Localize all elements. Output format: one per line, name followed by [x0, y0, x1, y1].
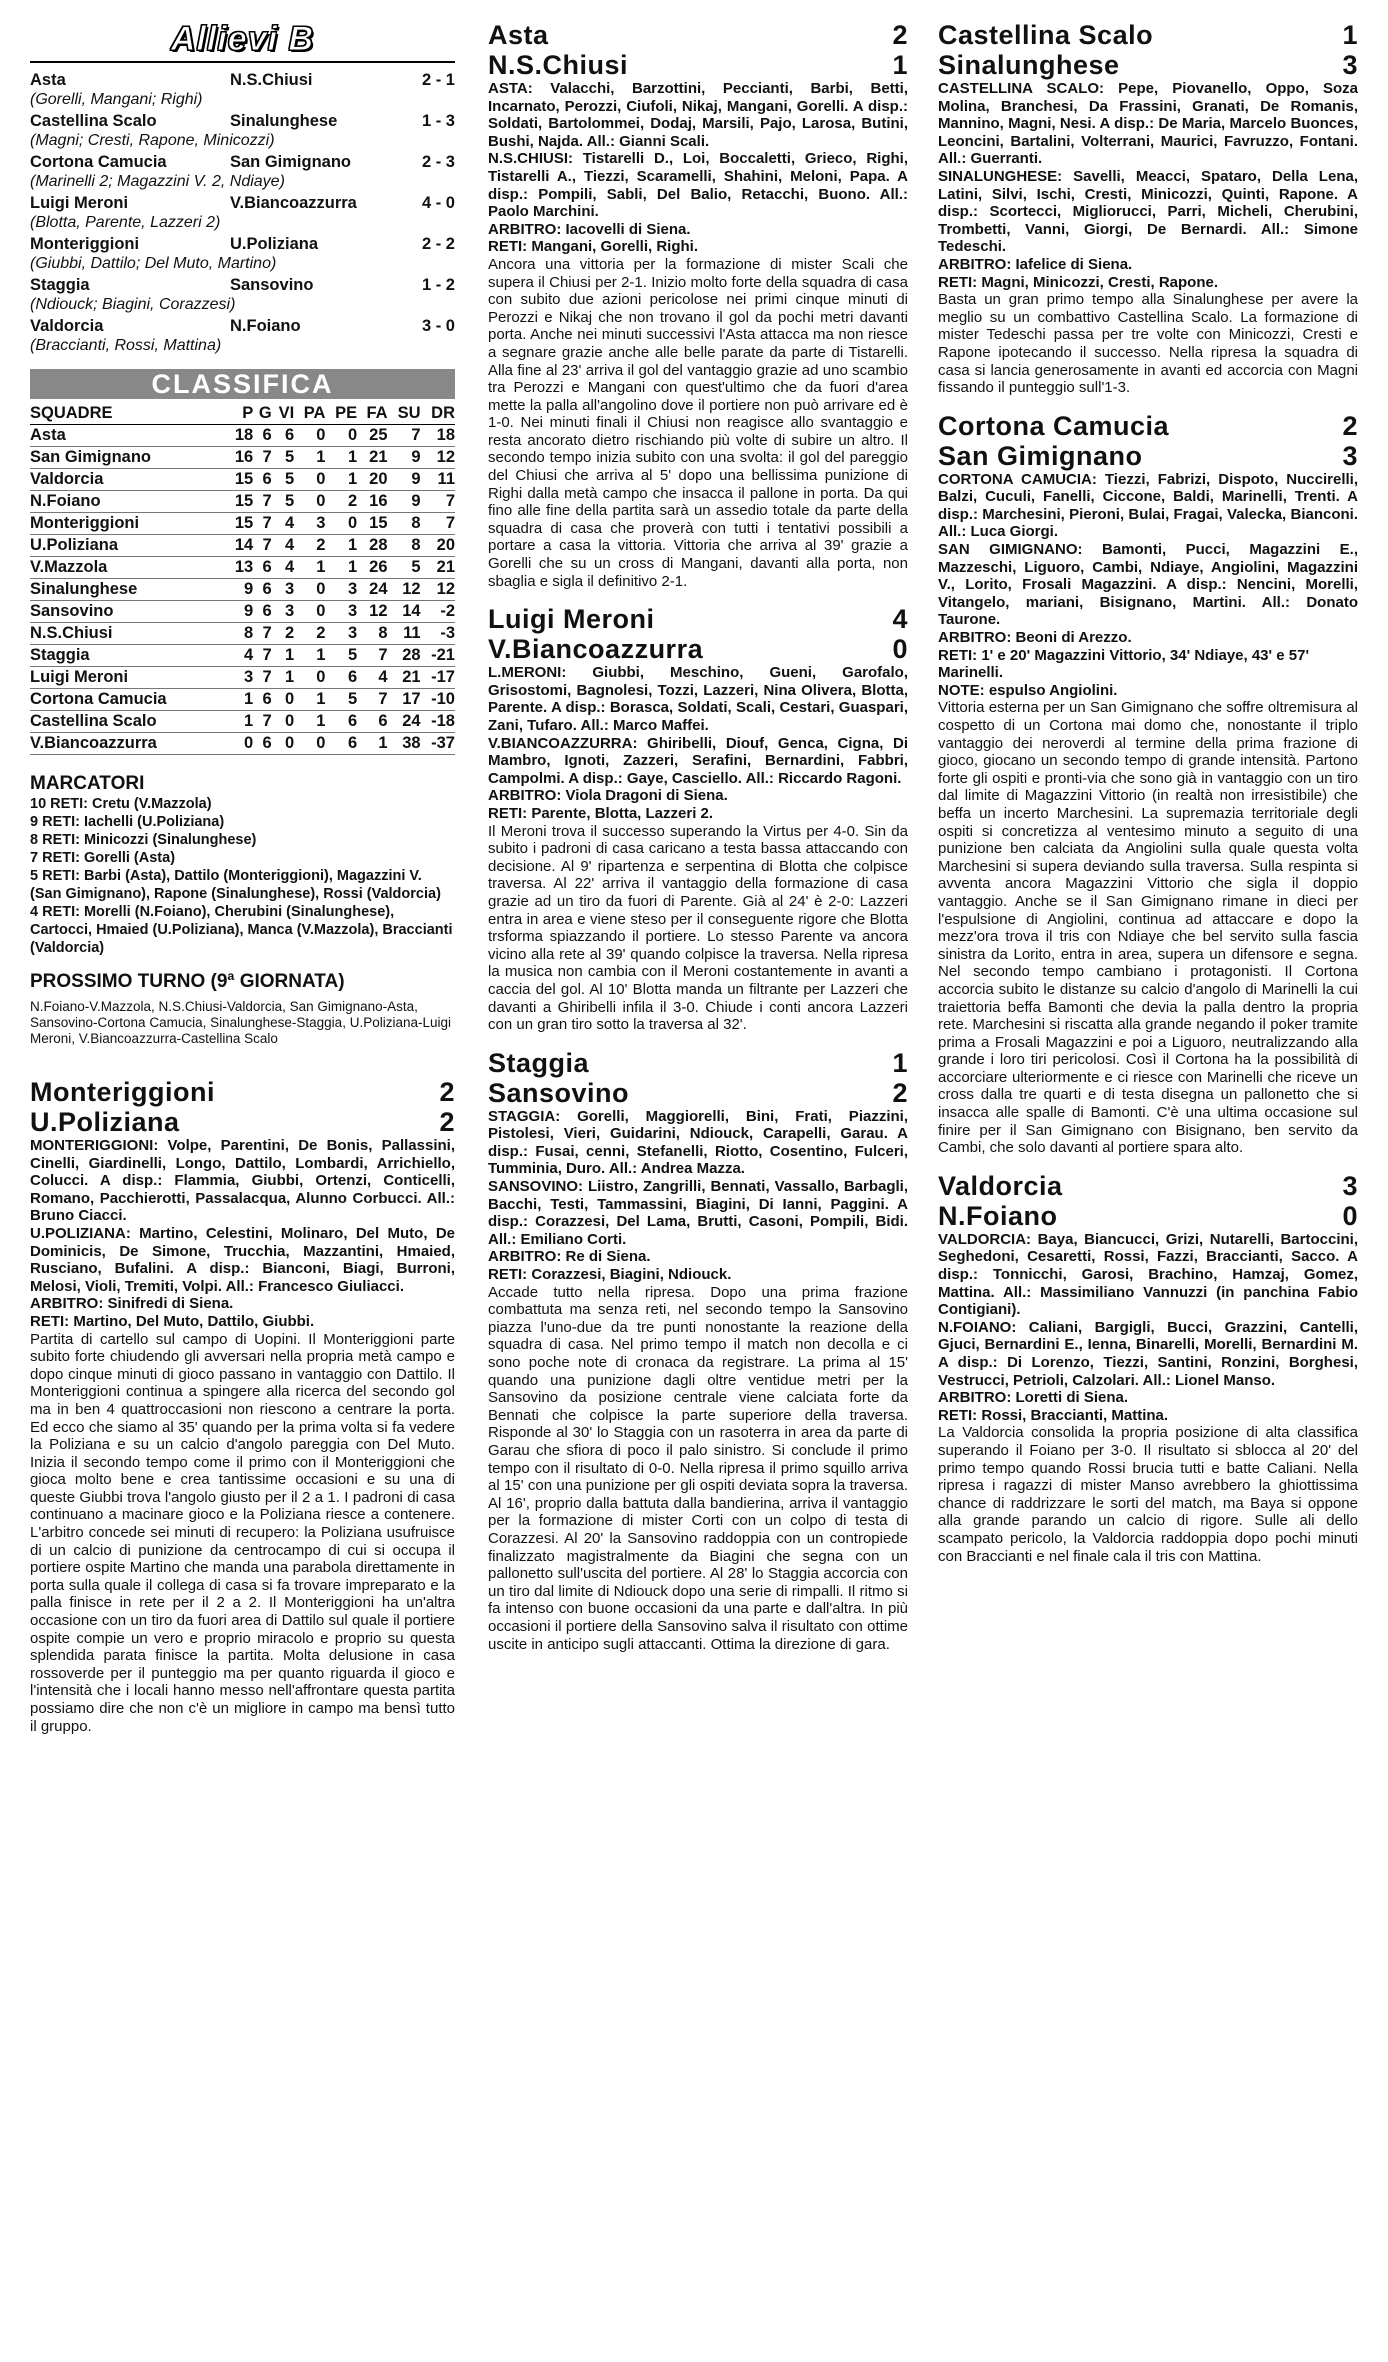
table-cell: 6	[253, 689, 272, 711]
away-lineup: N.S.CHIUSI: Tistarelli D., Loi, Boccaletti, Grieco, Righi, Tistarelli A., Tiezzi, Scaramelli, Shahini, Meloni, Papa. A disp.: Pompili, Sabli, Del Balio, Retacchi, Buono. All.: Paolo Marchini.	[488, 150, 908, 221]
table-cell: 13	[227, 557, 253, 579]
table-cell: 4	[272, 535, 294, 557]
away-team: N.S.Chiusi	[488, 50, 629, 80]
table-row	[30, 667, 455, 689]
match-away-line	[488, 634, 908, 664]
home-lineup: STAGGIA: Gorelli, Maggiorelli, Bini, Frati, Piazzini, Pistolesi, Vieri, Guidarini, Ndiouck, Carapelli, Garau. A disp.: Fusai, cenni, Stefanelli, Riotto, Cosentino, Fulceri, Tumminia, Duro. All.: Andrea Mazza.	[488, 1107, 908, 1178]
match-home-line	[30, 1077, 455, 1107]
referee: ARBITRO: Viola Dragoni di Siena.	[488, 787, 728, 805]
home-team: Staggia	[30, 276, 90, 294]
score: 2 - 3	[421, 153, 455, 171]
table-row	[30, 623, 455, 645]
match-text: Vittoria esterna per un San Gimignano che soffre oltremisura al cospetto di un Cortona mai domo che, nonostante il triplo vantaggio dei neroverdi al termine della prima frazione di gioco, giocano un secondo tempo di grande intensità. Partono forte gli ospiti e pronti-via che sono già in vantaggio con un tiro dal limite di Magazzini Vittorio (in realtà non irresistibile) che beffa un incerto Marchesini. La supremazia territoriale degli ospiti si concretizza al ventesimo minuto a seguito di una punizione ben calciata da Angiolini sulla quale questa volta Marchesini si supera deviando sulla traversa. Sulla respinta si avventa ancora Magazzini Vittorio che sigla il doppio vantaggio. Anche se il San Gimignano rimane in dieci per l'espulsione di Angiolini, continua ad attaccare e dopo la mezz'ora trova il tris con Ndiaye che bel servito sulla fascia sinistra da Lorito, entra in area, supera un difensore e segna. Nel secondo tempo cambiano i protagonisti. Il Cortona accorcia subito le distanze su calcio d'angolo di Marinelli la cui traiettoria beffa Bamonti che devia la palla dentro la propria rete. Marchesini si riscatta alla grande negando il poker tramite prima a Frosali Magazzini e poi a Liguoro, neutralizzando alla grande i loro tiri pericolosi. Così il Cortona ha la possibilità di accorciare ulteriormente e ci riesce con Marinelli che riceve un cross dalla tre quarti e di testa disegna un pallonetto che si insacca alle spalle di Bamonti. C'è una ultima occasione sul finire per il San Gimignano con Bisignano, ben servito da Cambi, che solo davanti al portiere spara alto.	[938, 699, 1358, 1157]
table-cell: 3	[325, 579, 357, 601]
table-cell: 4	[272, 513, 294, 535]
table-cell: -10	[421, 689, 455, 711]
away-score: 2	[892, 1077, 908, 1108]
table-cell: 1	[294, 711, 325, 733]
home-team: Castellina Scalo	[938, 20, 1154, 50]
column-1	[30, 20, 455, 1749]
home-team: Luigi Meroni	[488, 604, 655, 635]
table-row	[30, 733, 455, 755]
table-cell: 4	[227, 645, 253, 667]
table-cell: 20	[421, 535, 455, 557]
table-cell: 28	[357, 535, 387, 557]
home-team: Staggia	[488, 1047, 590, 1078]
result-row	[30, 71, 455, 90]
table-cell: 3	[325, 623, 357, 645]
table-cell: 24	[357, 579, 387, 601]
match-block	[488, 604, 908, 1033]
table-cell: 12	[357, 601, 387, 623]
table-cell: 0	[325, 425, 357, 447]
match-away-line	[938, 1201, 1358, 1231]
match-block	[938, 20, 1358, 397]
table-header-cell: G	[253, 403, 272, 425]
home-lineup: MONTERIGGIONI: Volpe, Parentini, De Bonis, Pallassini, Cinelli, Giardinelli, Longo, Dattilo, Lombardi, Arrichiello, Colucci. A disp.: Flammia, Giubbi, Ortenzi, Conticelli, Romano, Pacchierotti, Passalacqua, Alunno Corbucci. All.: Bruno Ciacci.	[30, 1137, 455, 1225]
table-cell: 0	[227, 733, 253, 755]
table-cell: 1	[294, 447, 325, 469]
table-cell: 6	[253, 469, 272, 491]
table-cell: 0	[272, 733, 294, 755]
table-cell: 1	[325, 469, 357, 491]
table-row	[30, 469, 455, 491]
table-cell: 7	[388, 425, 421, 447]
result-row	[30, 276, 455, 295]
table-cell: 7	[253, 711, 272, 733]
table-cell: 7	[357, 689, 387, 711]
match-text: Accade tutto nella ripresa. Dopo una prima frazione combattuta ma senza reti, nel secondo tempo la Sansovino piazza l'uno-due da tre punti nonostante la reazione della squadra di casa. Nel primo tempo il match non decolla e ci sono poche note di cronaca da registrare. La prima al 15' quando una punizione dagli oltre ventidue metri per la Sansovino da posizione centrale viene calciata forte da Bennati che colpisce la parte superiore della traversa. Risponde al 30' lo Staggia con un rasoterra in area da parte di Garau che sfiora di poco il palo sinistro. Si conclude il primo tempo con il risultato di 0-0. Nella ripresa il primo squillo arriva al 15' con una punizione per gli ospiti deviata sopra la traversa. Al 16', proprio dalla battuta dalla bandierina, arriva il vantaggio per la formazione di mister Corti con un colpo di testa di Corazzesi. Al 20' la Sansovino raddoppia con un contropiede finalizzato magistralmente da Biagini che segna con un pallonetto sull'uscita del portiere. Al 28' lo Staggia accorcia con un tiro dal limite di Ndiouck dopo una serie di rimpalli. Il ritmo si fa intenso con buone occasioni da una parte e dall'altra. In più occasioni il portiere della Sansovino salva il risultato con ottime uscite in anticipo sugli attaccanti. Ottima la direzione di gara.	[488, 1283, 908, 1653]
away-team: U.Poliziana	[30, 1107, 180, 1137]
referee: ARBITRO: Sinifredi di Siena.	[30, 1295, 234, 1313]
table-cell: 1	[325, 447, 357, 469]
table-cell: Castellina Scalo	[30, 711, 227, 733]
table-cell: 15	[227, 513, 253, 535]
table-cell: 12	[421, 579, 455, 601]
table-header-cell: VI	[272, 403, 294, 425]
score: 3 - 0	[421, 317, 455, 335]
away-score: 3	[1342, 440, 1358, 471]
scorer-line: 10 RETI: Cretu (V.Mazzola)	[30, 796, 212, 812]
standings-table	[30, 403, 455, 755]
table-cell: 6	[253, 579, 272, 601]
table-header-cell: PE	[325, 403, 357, 425]
table-cell: 0	[294, 667, 325, 689]
notes: NOTE: espulso Angiolini.	[938, 681, 1118, 699]
home-lineup: CORTONA CAMUCIA: Tiezzi, Fabrizi, Dispoto, Nuccirelli, Balzi, Cuculi, Fanelli, Ciccone, Baldi, Marinelli, Trenti. A disp.: Marchesini, Pieroni, Bulai, Fragai, Valecka, Bianconi. All.: Luca Giorgi.	[938, 470, 1358, 541]
table-header-row	[30, 403, 455, 425]
home-lineup: VALDORCIA: Baya, Biancucci, Grizi, Nutarelli, Bartoccini, Seghedoni, Cesaretti, Rossi, Fazzi, Braccianti, Sacco. A disp.: Tonnicchi, Garosi, Brachino, Hamzaj, Gomez, Mattina. All.: Massimiliano Vannuzzi (in panchina Fabio Contigiani).	[938, 1230, 1358, 1319]
table-cell: 21	[357, 447, 387, 469]
table-cell: Asta	[30, 425, 227, 447]
table-cell: 7	[253, 645, 272, 667]
table-cell: 1	[294, 557, 325, 579]
next-round-title: PROSSIMO TURNO (9ª GIORNATA)	[30, 971, 345, 992]
score: 2 - 1	[421, 71, 455, 89]
home-team: Asta	[488, 20, 549, 50]
table-cell: Monteriggioni	[30, 513, 227, 535]
match-block	[938, 1171, 1358, 1565]
home-score: 4	[892, 604, 908, 635]
results-list	[30, 71, 455, 355]
away-team: Sansovino	[488, 1077, 630, 1108]
match-report	[30, 1077, 455, 1735]
table-cell: 38	[388, 733, 421, 755]
table-cell: 5	[272, 491, 294, 513]
table-cell: 20	[357, 469, 387, 491]
scorer-line: 9 RETI: Iachelli (U.Poliziana)	[30, 814, 225, 830]
goals: RETI: Mangani, Gorelli, Righi.	[488, 238, 699, 256]
table-cell: 5	[325, 645, 357, 667]
table-row	[30, 601, 455, 623]
table-cell: 15	[357, 513, 387, 535]
table-cell: 4	[357, 667, 387, 689]
table-cell: Luigi Meroni	[30, 667, 227, 689]
column-2	[488, 20, 908, 1667]
marcatori-title: MARCATORI	[30, 773, 145, 794]
match-text: Ancora una vittoria per la formazione di mister Scali che supera il Chiusi per 2-1. Inizio molto forte della squadra di casa con subito due azioni pericolose nei primi cinque minuti di Perozzi e Nikaj che non trovano il gol da pochi metri davanti porta. Anche nei minuti successivi l'Asta attacca ma non riesce a segnare grazie anche alle belle parate da parte di Tistarelli. Alla fine al 23' arriva il gol del vantaggio grazie ad uno scambio tra Perozzi e Mangani con quest'ultimo che da fuori d'area mette la palla all'angolino dove il portiere non può arrivare ed è 1-0. Nei minuti finali il Chiusi non reagisce allo svantaggio e resta ancorato dietro rischiando più volte di subire un altro. Il secondo tempo inizia subito con una svolta: il gol del pareggio del Chiusi che arriva al 5' dopo una bellissima punizione di Righi dalla metà campo che insacca il pallone in porta. Da qui fino alle fine della partita sarà un assedio totale da parte della squadra di casa che proverà con tutti i tentativi possibili a portare a casa la vittoria. Vittoria che arriva al 39' grazie a Gorelli che su un cross di Mangani, davanti alla porta, non sbaglia e sigla il definitivo 2-1.	[488, 255, 908, 590]
table-header-cell: DR	[421, 403, 455, 425]
referee: ARBITRO: Iafelice di Siena.	[938, 255, 1133, 273]
match-block	[488, 1048, 908, 1653]
table-cell: 18	[421, 425, 455, 447]
match-away-line	[938, 50, 1358, 80]
away-team: N.S.Chiusi	[230, 71, 313, 89]
table-cell: -21	[421, 645, 455, 667]
table-cell: 3	[272, 579, 294, 601]
scorer-line: 5 RETI: Barbi (Asta), Dattilo (Monteriggioni), Magazzini V. (San Gimignano), Rapone (Sinalunghese), Rossi (Valdorcia)	[30, 868, 441, 902]
table-cell: 11	[388, 623, 421, 645]
table-cell: Valdorcia	[30, 469, 227, 491]
table-cell: 17	[388, 689, 421, 711]
score: 1 - 3	[421, 112, 455, 130]
table-row	[30, 557, 455, 579]
away-score: 0	[892, 634, 908, 665]
scorers: (Ndiouck; Biagini, Corazzesi)	[30, 296, 236, 313]
home-score: 2	[892, 20, 908, 50]
home-team: Monteriggioni	[30, 1077, 215, 1107]
referee: ARBITRO: Beoni di Arezzo.	[938, 629, 1132, 647]
away-score: 3	[1342, 50, 1358, 80]
match-home-line	[938, 1171, 1358, 1201]
table-cell: 8	[357, 623, 387, 645]
table-cell: 28	[388, 645, 421, 667]
section-title: Allievi B	[170, 20, 315, 58]
scorer-line: 8 RETI: Minicozzi (Sinalunghese)	[30, 832, 257, 848]
home-team: Luigi Meroni	[30, 194, 129, 212]
scorer-line: 7 RETI: Gorelli (Asta)	[30, 850, 176, 866]
away-team: U.Poliziana	[230, 235, 319, 253]
away-team: San Gimignano	[938, 440, 1143, 471]
goals: RETI: Parente, Blotta, Lazzeri 2.	[488, 804, 714, 822]
home-team: Asta	[30, 71, 66, 89]
home-team: Valdorcia	[30, 317, 104, 335]
table-header-cell: P	[227, 403, 253, 425]
table-cell: -37	[421, 733, 455, 755]
goals: RETI: Magni, Minicozzi, Cresti, Rapone.	[938, 273, 1219, 291]
table-header-cell: SU	[388, 403, 421, 425]
match-text: La Valdorcia consolida la propria posizione di alta classifica superando il Foiano per 3-0. Il risultato si sblocca al 20' del primo tempo quando Rossi brucia tutti e batte Caliani. Nella ripresa i ragazzi di mister Manso avrebbero la ghiottissima chance di raddrizzare le sorti del match, ma Baya si oppone alla grande parando un calcio di rigore. Sulle ali dello scampato pericolo, la Valdorcia raddoppia dopo pochi minuti con Braccianti e nel finale cala il tris con Mattina.	[938, 1424, 1358, 1565]
home-score: 1	[1342, 20, 1358, 50]
result-row	[30, 153, 455, 172]
table-cell: 7	[421, 491, 455, 513]
result-row	[30, 235, 455, 254]
table-cell: 5	[325, 689, 357, 711]
result-row	[30, 317, 455, 336]
table-cell: 7	[421, 513, 455, 535]
score: 4 - 0	[421, 194, 455, 212]
match-text: Il Meroni trova il successo superando la Virtus per 4-0. Sin da subito i padroni di casa caricano a testa bassa attaccando con decisione. Al 9' ripartenza e serpentina di Blotta che colpisce traversa. Al 22' arriva il vantaggio della formazione di casa grazie ad un tiro da fuori di Parente. Già al 24' è 2-0: Lazzeri entra in area e viene steso per il conseguente rigore che Blotta trsforma spiazzando il portiere. Lo stesso Parente va ancora vicino alla rete al 39' quando colpisce la traversa. Nella ripresa la musica non cambia con il Meroni costantemente in avanti a caccia del gol. Al 10' Blotta manda un filtrante per Lazzeri che davanti a Ghiribelli infila il 3-0. Chiude i conti ancora Lazzeri con un gran tiro sotto la traversa al 32'.	[488, 822, 908, 1034]
table-cell: 9	[388, 447, 421, 469]
away-lineup: V.BIANCOAZZURRA: Ghiribelli, Diouf, Genca, Cigna, Di Mambro, Ignoti, Zazzeri, Serafini, Bernardini, Fabbri, Campolmi. A disp.: Gaye, Casciello. All.: Riccardo Ragoni.	[488, 734, 908, 787]
table-cell: 5	[272, 447, 294, 469]
table-cell: 0	[294, 733, 325, 755]
table-row	[30, 579, 455, 601]
table-cell: 6	[253, 601, 272, 623]
table-cell: 1	[294, 689, 325, 711]
away-team: N.Foiano	[938, 1200, 1058, 1231]
scorers: (Braccianti, Rossi, Mattina)	[30, 337, 222, 354]
match-block	[30, 1077, 455, 1735]
table-cell: San Gimignano	[30, 447, 227, 469]
away-team: V.Biancoazzurra	[488, 634, 704, 665]
table-cell: 11	[421, 469, 455, 491]
table-cell: N.Foiano	[30, 491, 227, 513]
table-cell: V.Mazzola	[30, 557, 227, 579]
home-score: 3	[1342, 1170, 1358, 1201]
table-cell: 1	[272, 645, 294, 667]
table-cell: 0	[325, 513, 357, 535]
away-lineup: SANSOVINO: Liistro, Zangrilli, Bennati, Vassallo, Barbagli, Bacchi, Testi, Tammassini, Biagini, Di Ianni, Paggini. A disp.: Corazzesi, Del Lama, Brutti, Casoni, Pompili, Bidi. All.: Emiliano Corti.	[488, 1178, 908, 1248]
table-cell: Sansovino	[30, 601, 227, 623]
table-cell: 8	[388, 513, 421, 535]
match-away-line	[488, 50, 908, 80]
table-cell: 9	[227, 579, 253, 601]
match-away-line	[938, 441, 1358, 471]
table-cell: 24	[388, 711, 421, 733]
table-cell: 7	[253, 623, 272, 645]
match-home-line	[488, 1048, 908, 1078]
result-row	[30, 194, 455, 213]
match-home-line	[938, 411, 1358, 441]
home-team: Castellina Scalo	[30, 112, 157, 130]
away-lineup: SAN GIMIGNANO: Bamonti, Pucci, Magazzini E., Mazzeschi, Liguoro, Cambi, Ndiaye, Angiolini, Magazzini V., Lorito, Frosali Magazzini. A disp.: Nencini, Morelli, Vitangelo, mariani, Bisignano, Martini. All.: Donato Taurone.	[938, 541, 1358, 629]
referee: ARBITRO: Iacovelli di Siena.	[488, 220, 691, 238]
scorers: (Magni; Cresti, Rapone, Minicozzi)	[30, 132, 275, 149]
table-cell: 12	[388, 579, 421, 601]
table-cell: 6	[325, 667, 357, 689]
home-team: Cortona Camucia	[938, 410, 1170, 441]
section-header	[30, 20, 455, 63]
table-cell: -2	[421, 601, 455, 623]
table-cell: 1	[227, 711, 253, 733]
table-cell: 9	[388, 469, 421, 491]
table-row	[30, 689, 455, 711]
away-score: 1	[892, 50, 908, 80]
table-cell: 3	[294, 513, 325, 535]
table-cell: Staggia	[30, 645, 227, 667]
table-cell: 16	[227, 447, 253, 469]
table-cell: 12	[421, 447, 455, 469]
scorers: (Gorelli, Mangani; Righi)	[30, 91, 203, 108]
table-cell: 7	[357, 645, 387, 667]
scorer-line: 4 RETI: Morelli (N.Foiano), Cherubini (Sinalunghese), Cartocci, Hmaied (U.Poliziana), Manca (V.Mazzola), Braccianti (Valdorcia)	[30, 904, 453, 956]
table-cell: 2	[272, 623, 294, 645]
next-round-fixtures: N.Foiano-V.Mazzola, N.S.Chiusi-Valdorcia, San Gimignano-Asta, Sansovino-Cortona Camucia, Sinalunghese-Staggia, U.Poliziana-Luigi Meroni, V.Biancoazzurra-Castellina Scalo	[30, 999, 451, 1046]
match-away-line	[30, 1107, 455, 1137]
table-cell: 6	[253, 557, 272, 579]
table-cell: 0	[294, 579, 325, 601]
away-score: 0	[1342, 1200, 1358, 1231]
table-cell: 21	[421, 557, 455, 579]
score: 2 - 2	[421, 235, 455, 253]
home-lineup: ASTA: Valacchi, Barzottini, Peccianti, Barbi, Betti, Incarnato, Perozzi, Ciufoli, Nikaj, Mangani, Gorelli. A disp.: Soldati, Bartolommei, Dodaj, Marsili, Pajo, Larosa, Butini, Bushi, Najda. All.: Gianni Scali.	[488, 80, 908, 150]
match-home-line	[488, 604, 908, 634]
match-home-line	[938, 20, 1358, 50]
match-block	[938, 411, 1358, 1157]
table-cell: 7	[253, 667, 272, 689]
table-cell: 0	[294, 469, 325, 491]
table-cell: 26	[357, 557, 387, 579]
table-cell: 6	[325, 711, 357, 733]
match-away-line	[488, 1078, 908, 1108]
goals: RETI: Rossi, Braccianti, Mattina.	[938, 1406, 1169, 1424]
table-cell: 1	[325, 535, 357, 557]
home-score: 2	[1342, 410, 1358, 441]
table-row	[30, 513, 455, 535]
table-cell: N.S.Chiusi	[30, 623, 227, 645]
table-cell: 4	[272, 557, 294, 579]
table-row	[30, 491, 455, 513]
table-cell: 3	[272, 601, 294, 623]
table-cell: 8	[388, 535, 421, 557]
home-team: Valdorcia	[938, 1170, 1063, 1201]
table-cell: 7	[253, 491, 272, 513]
table-cell: 15	[227, 469, 253, 491]
away-lineup: N.FOIANO: Caliani, Bargigli, Bucci, Grazzini, Cantelli, Gjuci, Bernardini E., Ienna, Binarelli, Morelli, Bernardini M. A disp.: Di Lorenzo, Tiezzi, Santini, Ronzini, Borghesi, Vestrucci, Petrioli, Calzolari. All.: Lionel Manso.	[938, 1318, 1358, 1389]
table-cell: 8	[227, 623, 253, 645]
table-cell: 1	[325, 557, 357, 579]
table-cell: 1	[357, 733, 387, 755]
table-cell: 7	[253, 513, 272, 535]
referee: ARBITRO: Re di Siena.	[488, 1248, 651, 1266]
goals: RETI: Corazzesi, Biagini, Ndiouck.	[488, 1266, 732, 1284]
table-cell: 2	[294, 535, 325, 557]
table-cell: 1	[272, 667, 294, 689]
table-row	[30, 711, 455, 733]
match-text: Partita di cartello sul campo di Uopini. Il Monteriggioni parte subito forte chiudendo gli avversari nella propria metà campo e dopo cinque minuti di gioco passano in vantaggio con Dattilo. Il Monteriggioni continua a spingere alla ricerca del secondo gol ma in ben 4 quattroccasioni non riescono a centrare la porta. Ed ecco che siamo al 35' quando per la prima volta si fa vedere la Poliziana e su un calcio d'angolo pareggia con Del Muto. Inizia il secondo tempo come il primo con il Monteriggioni che gioca molto bene e crea tantissime occasioni e su una di queste Giubbi trova l'angolo giusto per il 2 a 1. I padroni di casa continuano a macinare gioco e la Poliziana riesce a contenere. L'arbitro concede sei minuti di recupero: la Poliziana usufruisce di un calcio di punizione da centrocampo di cui si occupa il portiere ospite Martino che manda una parabola direttamente in porta sulla quale il collega di casa si fa trovare impreparato e la palla finisce in rete per il 2 a 2. Il Monteriggioni ha un'altra occasione con un tiro da fuori area di Dattilo sul quale il portiere ospite compie un vero e proprio miracolo e proprio su questa splendida parata finisce la partita. Molta delusione in casa rossoverde per il punteggio ma per quanto riguarda il gioco e l'intensità che i locali hanno messo nell'affrontare questa partita possiamo dire che non c'è un migliore in campo ma bensì tutto il gruppo.	[30, 1330, 455, 1735]
score: 1 - 2	[421, 276, 455, 294]
column-3	[938, 20, 1358, 1579]
home-lineup: L.MERONI: Giubbi, Meschino, Gueni, Garofalo, Grisostomi, Bagnolesi, Tozzi, Lazzeri, Nina Olivera, Blotta, Parente. A disp.: Borasca, Soldati, Scali, Cestari, Guaspari, Zani, Tufaro. All.: Marco Maffei.	[488, 664, 908, 734]
table-row	[30, 645, 455, 667]
table-cell: 6	[357, 711, 387, 733]
table-header-cell: SQUADRE	[30, 403, 227, 425]
table-cell: 14	[227, 535, 253, 557]
table-cell: 9	[227, 601, 253, 623]
table-cell: 0	[294, 491, 325, 513]
table-cell: 6	[272, 425, 294, 447]
home-score: 2	[439, 1077, 455, 1107]
away-score: 2	[439, 1107, 455, 1137]
match-text: Basta un gran primo tempo alla Sinalunghese per avere la meglio su un combattivo Castellina Scalo. La formazione di mister Tedeschi passa per tre volte con Minicozzi, Cresti e Rapone ipotecando il successo. Nella ripresa la squadra di casa si lancia generosamente in avanti ed accorcia con Magni fissando il punteggio sull'1-3.	[938, 291, 1358, 397]
table-cell: 0	[294, 425, 325, 447]
table-cell: 0	[294, 601, 325, 623]
table-cell: 1	[227, 689, 253, 711]
table-cell: 9	[388, 491, 421, 513]
table-cell: 1	[294, 645, 325, 667]
table-cell: 25	[357, 425, 387, 447]
table-cell: 2	[325, 491, 357, 513]
table-cell: Sinalunghese	[30, 579, 227, 601]
table-header-cell: FA	[357, 403, 387, 425]
goals: RETI: Martino, Del Muto, Dattilo, Giubbi.	[30, 1312, 315, 1330]
away-lineup: SINALUNGHESE: Savelli, Meacci, Spataro, Della Lena, Latini, Silvi, Ischi, Cresti, Minicozzi, Quinti, Rapone. A disp.: Scortecci, Migliorucci, Parri, Micheli, Cherubini, Trombetti, Vanni, Giorgi, De Bernardi. All.: Simone Tedeschi.	[938, 167, 1358, 256]
table-cell: 0	[272, 689, 294, 711]
scorers-list	[30, 795, 455, 957]
away-team: Sansovino	[230, 276, 314, 294]
table-cell: -18	[421, 711, 455, 733]
table-cell: 6	[253, 425, 272, 447]
away-lineup: U.POLIZIANA: Martino, Celestini, Molinaro, Del Muto, De Dominicis, De Simone, Trucchia, Mazzantini, Hmaied, Rusciano, Bufalini. A disp.: Bianconi, Biagi, Burroni, Melosi, Violi, Tremiti, Volpi. All.: Francesco Giuliacci.	[30, 1224, 455, 1295]
table-header-cell: PA	[294, 403, 325, 425]
table-row	[30, 425, 455, 447]
table-cell: 5	[388, 557, 421, 579]
table-cell: V.Biancoazzurra	[30, 733, 227, 755]
scorers: (Marinelli 2; Magazzini V. 2, Ndiaye)	[30, 173, 285, 190]
table-cell: -17	[421, 667, 455, 689]
away-team: N.Foiano	[230, 317, 301, 335]
table-cell: 6	[325, 733, 357, 755]
classifica-title: CLASSIFICA	[30, 369, 455, 399]
home-lineup: CASTELLINA SCALO: Pepe, Piovanello, Oppo, Soza Molina, Branchesi, Da Frassini, Granati, De Romanis, Mannino, Magni, Nesi. A disp.: De Maria, Marcelo Buonces, Leoncini, Bartalini, Volterrani, Maurici, Favruzzo, Fontani. All.: Guerranti.	[938, 80, 1358, 168]
table-cell: -3	[421, 623, 455, 645]
goals: RETI: 1' e 20' Magazzini Vittorio, 34' Ndiaye, 43' e 57' Marinelli.	[938, 646, 1310, 682]
table-cell: 3	[227, 667, 253, 689]
table-cell: 7	[253, 535, 272, 557]
away-team: Sinalunghese	[230, 112, 338, 130]
match-home-line	[488, 20, 908, 50]
table-cell: 15	[227, 491, 253, 513]
table-cell: 6	[253, 733, 272, 755]
table-cell: 5	[272, 469, 294, 491]
home-team: Monteriggioni	[30, 235, 140, 253]
table-cell: 14	[388, 601, 421, 623]
table-row	[30, 535, 455, 557]
table-cell: 7	[253, 447, 272, 469]
table-row	[30, 447, 455, 469]
table-cell: Cortona Camucia	[30, 689, 227, 711]
away-team: San Gimignano	[230, 153, 352, 171]
away-team: V.Biancoazzurra	[230, 194, 357, 212]
match-block	[488, 20, 908, 590]
scorers: (Giubbi, Dattilo; Del Muto, Martino)	[30, 255, 277, 272]
table-cell: 18	[227, 425, 253, 447]
table-cell: 16	[357, 491, 387, 513]
table-cell: 3	[325, 601, 357, 623]
table-cell: U.Poliziana	[30, 535, 227, 557]
scorers: (Blotta, Parente, Lazzeri 2)	[30, 214, 221, 231]
table-cell: 21	[388, 667, 421, 689]
home-team: Cortona Camucia	[30, 153, 167, 171]
home-score: 1	[892, 1047, 908, 1078]
table-cell: 0	[272, 711, 294, 733]
referee: ARBITRO: Loretti di Siena.	[938, 1389, 1129, 1407]
away-team: Sinalunghese	[938, 50, 1120, 80]
result-row	[30, 112, 455, 131]
table-cell: 2	[294, 623, 325, 645]
